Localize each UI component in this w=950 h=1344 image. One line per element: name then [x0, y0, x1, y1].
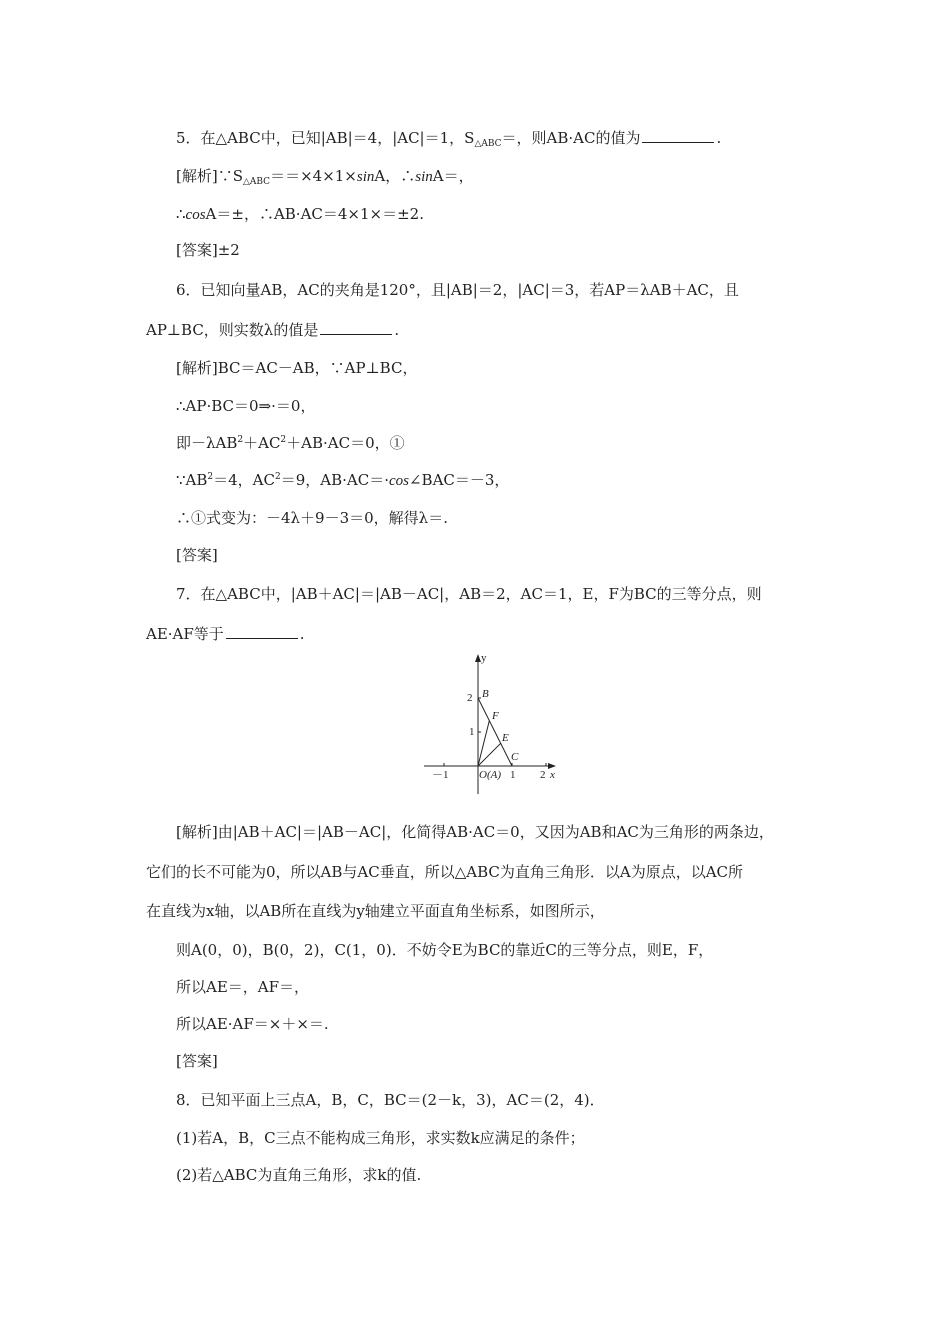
point-label-e: E [502, 732, 509, 744]
q5-analysis: [解析]$\because S_{\triangle ABC}==\times 4\times 1\times\sin A$，∴sinA＝， [176, 167, 474, 187]
q5-stem: 5．在△ABC中，已知|AB|＝4，|AC|＝1，$S_{\triangle ABC}=$，则AB·AC的值为 . [176, 129, 722, 149]
q8-stem: 8．已知平面上三点A，B，C，BC＝(2－k，3)，AC＝(2，4)． [176, 1091, 605, 1109]
segment-ae [478, 743, 501, 766]
answer-blank [320, 320, 392, 335]
coordinate-diagram [420, 652, 560, 794]
q7-analysis-line2: 它们的长不可能为0，所以AB与AC垂直，所以△ABC为直角三角形．以A为原点，以AC所 [146, 863, 744, 881]
q6-stem-line1: 6．已知向量AB，AC的夹角是120°，且|AB|＝2，|AC|＝3，若AP＝λAB＋AC，且 [176, 281, 739, 299]
tick-label-y1: 1 [469, 726, 475, 738]
q7-analysis-line4: 则A(0，0)，B(0，2)，C(1，0)．不妨令E为BC的靠近C的三等分点，则E，F， [176, 941, 714, 959]
origin-label: O(A) [479, 769, 501, 781]
x-axis-label: x [550, 769, 555, 781]
answer-blank [642, 128, 714, 143]
q7-analysis-line5: 所以AE＝，AF＝， [176, 978, 310, 996]
q7-analysis-line3: 在直线为x轴，以AB所在直线为y轴建立平面直角坐标系，如图所示， [146, 902, 605, 920]
y-axis-label: y [481, 652, 487, 664]
q6-stem-line2: AP⊥BC，则实数λ的值是 . [146, 321, 400, 339]
q7-analysis-line6: 所以AE·AF＝×＋×＝. [176, 1015, 329, 1033]
point-label-b: B [482, 688, 489, 700]
tick-label-xm1: －1 [432, 769, 449, 781]
q6-analysis-line2: ∴AP·BC＝0⇒·＝0， [176, 397, 316, 415]
coordinate-figure [420, 652, 560, 794]
tick-label-x1: 1 [510, 769, 516, 781]
q5-analysis-line2: ∴cosA＝±，∴AB·AC＝4×1×＝±2. [176, 205, 424, 223]
q6-analysis-line1: [解析]BC＝AC－AB，∵AP⊥BC， [176, 359, 418, 377]
q5-answer: [答案]±2 [176, 241, 240, 259]
q7-stem-line1: 7．在△ABC中，|AB＋AC|＝|AB－AC|，AB＝2，AC＝1，E，F为BC的三等分点，则 [176, 585, 762, 603]
q6-analysis-line3: 即$-\lambda AB^2+AC^2+AB\cdot AC=0$，① [176, 434, 405, 452]
q8-part1: (1)若A，B，C三点不能构成三角形，求实数k应满足的条件； [176, 1129, 585, 1147]
point-label-f: F [492, 710, 499, 722]
tick-label-x2: 2 [540, 769, 546, 781]
point-label-c: C [511, 751, 519, 763]
q8-part2: (2)若△ABC为直角三角形，求k的值. [176, 1166, 422, 1184]
q6-answer: [答案] [176, 546, 218, 564]
q7-stem-line2: AE·AF等于 . [146, 625, 305, 643]
answer-blank [226, 624, 298, 639]
tick-label-y2: 2 [467, 692, 473, 704]
q7-answer: [答案] [176, 1052, 218, 1070]
segment-af [478, 721, 489, 766]
q7-analysis-line1: [解析]由|AB＋AC|＝|AB－AC|，化简得AB·AC＝0，又因为AB和AC为三角形的两条边， [176, 823, 774, 841]
q6-analysis-line5: ∴①式变为：－4λ＋9－3＝0，解得λ＝. [176, 509, 448, 527]
q6-analysis-line4: $\because AB^2=4$，$AC^2=9$，AB·AC＝·cos∠BAC＝－3， [176, 471, 510, 489]
